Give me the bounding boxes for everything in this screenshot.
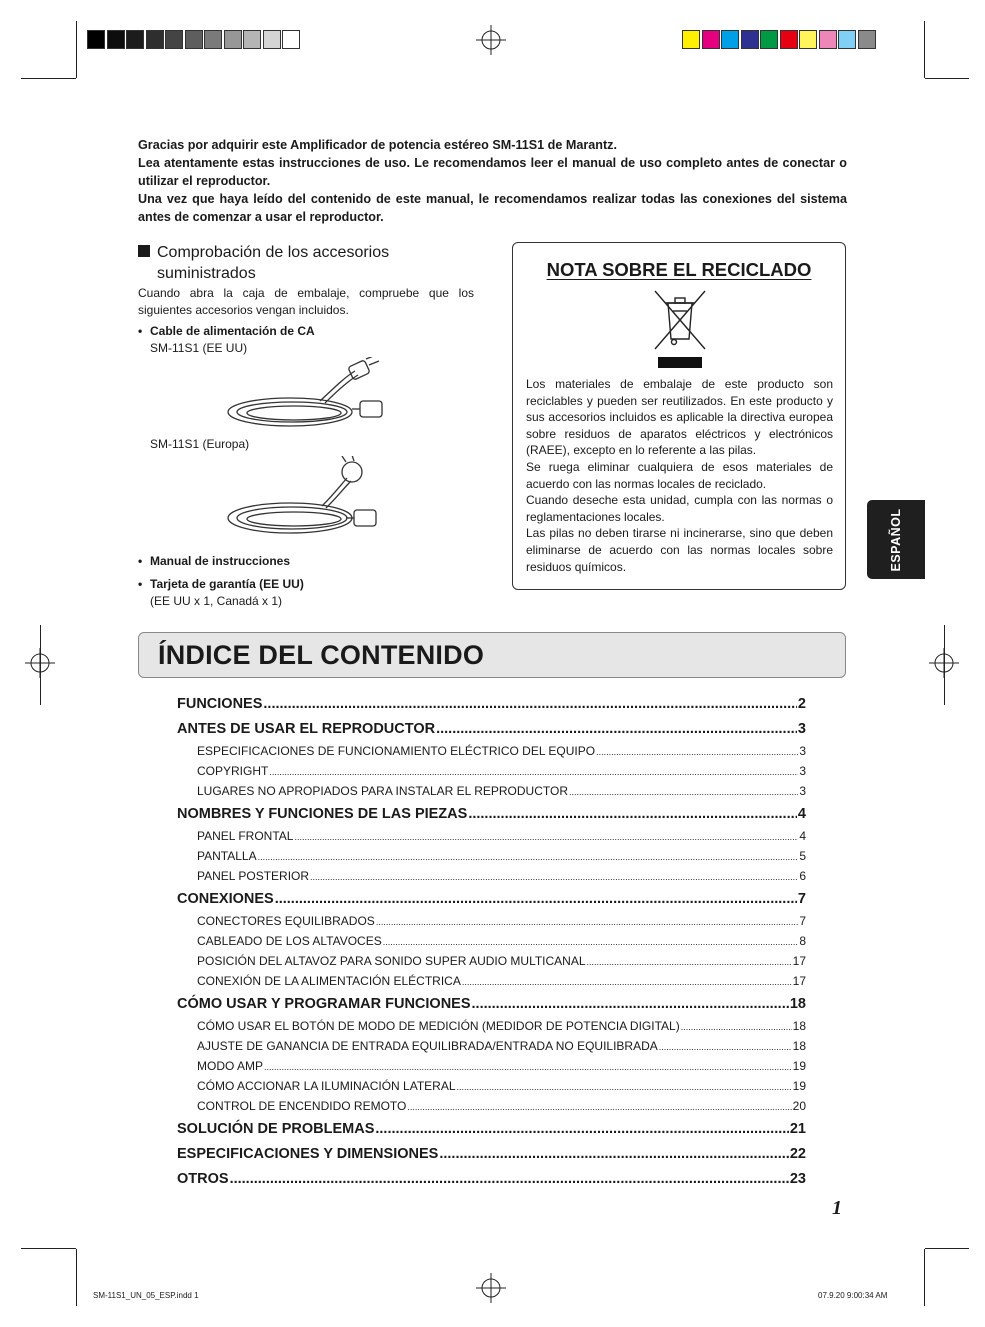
color-swatch <box>87 30 105 49</box>
toc-entry-label: FUNCIONES <box>177 696 263 712</box>
toc-entry-label: CONEXIONES <box>177 891 274 907</box>
toc-entry-page: 19 <box>792 1079 806 1093</box>
color-swatch <box>780 30 798 49</box>
toc-entry-page: 3 <box>799 744 806 758</box>
toc-title: ÍNDICE DEL CONTENIDO <box>158 640 485 670</box>
registration-line-right <box>944 625 945 705</box>
square-bullet-icon <box>138 245 150 257</box>
toc-entry-page: 5 <box>799 849 806 863</box>
accessory-item-manual: • Manual de instrucciones <box>138 554 291 568</box>
toc-entry-page: 23 <box>789 1171 806 1187</box>
warranty-detail: (EE UU x 1, Canadá x 1) <box>150 594 283 608</box>
recycling-paragraph: Las pilas no deben tirarse ni incinerarse, sino que deben eliminarse de acuerdo con las normas locales sobre residuos químicos. <box>526 526 833 574</box>
toc-leader-dots <box>269 762 798 782</box>
toc-leader-dots <box>407 1097 791 1117</box>
toc-entry-label: POSICIÓN DEL ALTAVOZ PARA SONIDO SUPER AUDIO MULTICANAL <box>197 954 586 968</box>
toc-entry-label: OTROS <box>177 1171 229 1187</box>
toc-leader-dots <box>275 887 797 911</box>
toc-entry <box>177 1167 806 1191</box>
power-cable-us-icon <box>220 357 390 437</box>
recycling-text <box>526 376 833 575</box>
footer-file-name: SM-11S1_UN_05_ESP.indd 1 <box>93 1291 199 1300</box>
color-swatch <box>107 30 125 49</box>
page-number: 1 <box>832 1197 842 1219</box>
toc-leader-dots <box>376 912 798 932</box>
toc-list <box>177 692 806 1191</box>
cable-eu-label: SM-11S1 (Europa) <box>150 437 250 451</box>
toc-entry-label: PANEL FRONTAL <box>197 829 294 843</box>
toc-leader-dots <box>587 952 792 972</box>
toc-leader-dots <box>258 847 799 867</box>
toc-leader-dots <box>472 992 789 1016</box>
toc-leader-dots <box>375 1117 788 1141</box>
color-swatch <box>243 30 261 49</box>
toc-subentry <box>177 951 806 971</box>
toc-entry-label: ESPECIFICACIONES DE FUNCIONAMIENTO ELÉCTRICO DEL EQUIPO <box>197 744 596 758</box>
accessory-item-warranty: • Tarjeta de garantía (EE UU) <box>138 577 304 591</box>
toc-leader-dots <box>462 972 792 992</box>
language-side-tab-label: ESPAÑOL <box>889 508 903 571</box>
accessories-heading: Comprobación de los accesorios suministrados <box>138 242 474 284</box>
color-swatch <box>819 30 837 49</box>
toc-subentry <box>177 931 806 951</box>
toc-leader-dots <box>569 782 798 802</box>
color-swatch <box>263 30 281 49</box>
toc-leader-dots <box>436 717 797 741</box>
toc-entry-page: 20 <box>792 1099 806 1113</box>
accessories-description: Cuando abra la caja de embalaje, compruebe que los siguientes accesorios vengan incluidos. <box>138 286 474 317</box>
toc-entry-page: 4 <box>797 806 806 822</box>
toc-leader-dots <box>439 1142 789 1166</box>
toc-entry <box>177 1142 806 1166</box>
registration-mark-top-icon <box>476 25 506 55</box>
toc-entry-page: 7 <box>799 914 806 928</box>
toc-entry-label: LUGARES NO APROPIADOS PARA INSTALAR EL REPRODUCTOR <box>197 784 568 798</box>
intro-line: Una vez que haya leído del contenido de este manual, le recomendamos realizar todas las conexiones del sistema antes de comenzar a usar el reproductor. <box>138 192 847 224</box>
toc-entry <box>177 692 806 716</box>
toc-entry-label: ANTES DE USAR EL REPRODUCTOR <box>177 721 436 737</box>
toc-entry <box>177 1117 806 1141</box>
toc-leader-dots <box>383 932 799 952</box>
toc-entry-label: CONECTORES EQUILIBRADOS <box>197 914 375 928</box>
toc-entry-label: CONEXIÓN DE LA ALIMENTACIÓN ELÉCTRICA <box>197 974 461 988</box>
color-swatch <box>165 30 183 49</box>
toc-entry-page: 18 <box>792 1019 806 1033</box>
toc-entry-page: 2 <box>797 696 806 712</box>
toc-subentry <box>177 1016 806 1036</box>
toc-entry-label: SOLUCIÓN DE PROBLEMAS <box>177 1121 375 1137</box>
intro-line: Gracias por adquirir este Amplificador de potencia estéreo SM-11S1 de Marantz. <box>138 138 617 152</box>
recycling-paragraph: Se ruega eliminar cualquiera de esos materiales de acuerdo con las normas locales de reciclado. <box>526 459 833 491</box>
toc-entry-page: 19 <box>792 1059 806 1073</box>
color-swatch <box>682 30 700 49</box>
toc-entry-label: NOMBRES Y FUNCIONES DE LAS PIEZAS <box>177 806 468 822</box>
toc-entry-label: ESPECIFICACIONES Y DIMENSIONES <box>177 1146 439 1162</box>
toc-entry <box>177 802 806 826</box>
toc-entry-label: COPYRIGHT <box>197 764 269 778</box>
toc-entry <box>177 992 806 1016</box>
color-swatch <box>126 30 144 49</box>
toc-entry-page: 3 <box>799 764 806 778</box>
toc-entry <box>177 887 806 911</box>
toc-entry-page: 3 <box>797 721 806 737</box>
toc-subentry <box>177 1076 806 1096</box>
toc-entry-page: 22 <box>789 1146 806 1162</box>
toc-entry-page: 4 <box>799 829 806 843</box>
color-swatch <box>721 30 739 49</box>
toc-entry-label: CÓMO ACCIONAR LA ILUMINACIÓN LATERAL <box>197 1079 456 1093</box>
color-swatch <box>858 30 876 49</box>
toc-subentry <box>177 911 806 931</box>
language-side-tab <box>867 500 925 579</box>
intro-line: Lea atentamente estas instrucciones de uso. Le recomendamos leer el manual de uso completo antes de conectar o utilizar el reproductor. <box>138 156 847 188</box>
toc-subentry <box>177 741 806 761</box>
registration-line-left <box>40 625 41 705</box>
toc-entry-page: 6 <box>799 869 806 883</box>
toc-entry-label: PANTALLA <box>197 849 257 863</box>
accessories-section <box>138 242 474 357</box>
recycling-note-box <box>512 242 846 590</box>
recycling-title: NOTA SOBRE EL RECICLADO <box>546 259 812 280</box>
color-swatch <box>224 30 242 49</box>
toc-entry-label: CÓMO USAR Y PROGRAMAR FUNCIONES <box>177 996 471 1012</box>
power-cable-europe-icon <box>222 456 392 541</box>
toc-entry-page: 18 <box>792 1039 806 1053</box>
color-swatch <box>282 30 300 49</box>
color-swatch <box>702 30 720 49</box>
toc-leader-dots <box>230 1167 789 1191</box>
toc-entry-page: 17 <box>792 954 806 968</box>
toc-subentry <box>177 866 806 886</box>
toc-leader-dots <box>596 742 798 762</box>
toc-entry-label: MODO AMP <box>197 1059 264 1073</box>
toc-subentry <box>177 846 806 866</box>
toc-leader-dots <box>681 1017 792 1037</box>
toc-subentry <box>177 1096 806 1116</box>
toc-entry-page: 18 <box>789 996 806 1012</box>
color-swatch <box>204 30 222 49</box>
toc-leader-dots <box>310 867 798 887</box>
toc-entry-page: 8 <box>799 934 806 948</box>
registration-mark-bottom-icon <box>476 1273 506 1303</box>
toc-entry-page: 21 <box>789 1121 806 1137</box>
toc-entry-page: 7 <box>797 891 806 907</box>
accessory-item-cable: • Cable de alimentación de CA <box>138 324 315 338</box>
color-swatch <box>799 30 817 49</box>
toc-entry <box>177 717 806 741</box>
color-swatch <box>146 30 164 49</box>
intro-text <box>138 136 847 226</box>
recycling-paragraph: Los materiales de embalaje de este producto son reciclables y pueden ser reutilizados. En este producto y sus accesorios incluidos es aplicable la directiva europea sobre residuos de aparatos eléctricos y electrónicos (RAEE), excepto en lo referente a las pilas. <box>526 377 833 458</box>
weee-crossed-bin-icon <box>653 289 707 371</box>
toc-subentry <box>177 781 806 801</box>
toc-subentry <box>177 971 806 991</box>
color-swatch <box>760 30 778 49</box>
toc-entry-page: 17 <box>792 974 806 988</box>
color-swatch <box>185 30 203 49</box>
toc-header <box>138 632 846 678</box>
cable-us-label: SM-11S1 (EE UU) <box>150 341 248 355</box>
toc-entry-label: AJUSTE DE GANANCIA DE ENTRADA EQUILIBRADA/ENTRADA NO EQUILIBRADA <box>197 1039 658 1053</box>
toc-entry-label: CONTROL DE ENCENDIDO REMOTO <box>197 1099 407 1113</box>
toc-subentry <box>177 1036 806 1056</box>
toc-leader-dots <box>457 1077 792 1097</box>
toc-leader-dots <box>294 827 798 847</box>
toc-entry-label: CABLEADO DE LOS ALTAVOCES <box>197 934 382 948</box>
toc-subentry <box>177 761 806 781</box>
toc-entry-label: CÓMO USAR EL BOTÓN DE MODO DE MEDICIÓN (MEDIDOR DE POTENCIA DIGITAL) <box>197 1019 680 1033</box>
color-swatch <box>741 30 759 49</box>
toc-entry-page: 3 <box>799 784 806 798</box>
toc-subentry <box>177 826 806 846</box>
toc-leader-dots <box>468 802 797 826</box>
toc-entry-label: PANEL POSTERIOR <box>197 869 310 883</box>
toc-leader-dots <box>659 1037 792 1057</box>
toc-subentry <box>177 1056 806 1076</box>
recycling-paragraph: Cuando deseche esta unidad, cumpla con las normas o reglamentaciones locales. <box>526 493 833 524</box>
color-swatch <box>838 30 856 49</box>
toc-leader-dots <box>264 1057 792 1077</box>
accessories-list-continued <box>138 551 474 610</box>
toc-leader-dots <box>263 692 797 716</box>
footer-timestamp: 07.9.20 9:00:34 AM <box>818 1291 888 1300</box>
